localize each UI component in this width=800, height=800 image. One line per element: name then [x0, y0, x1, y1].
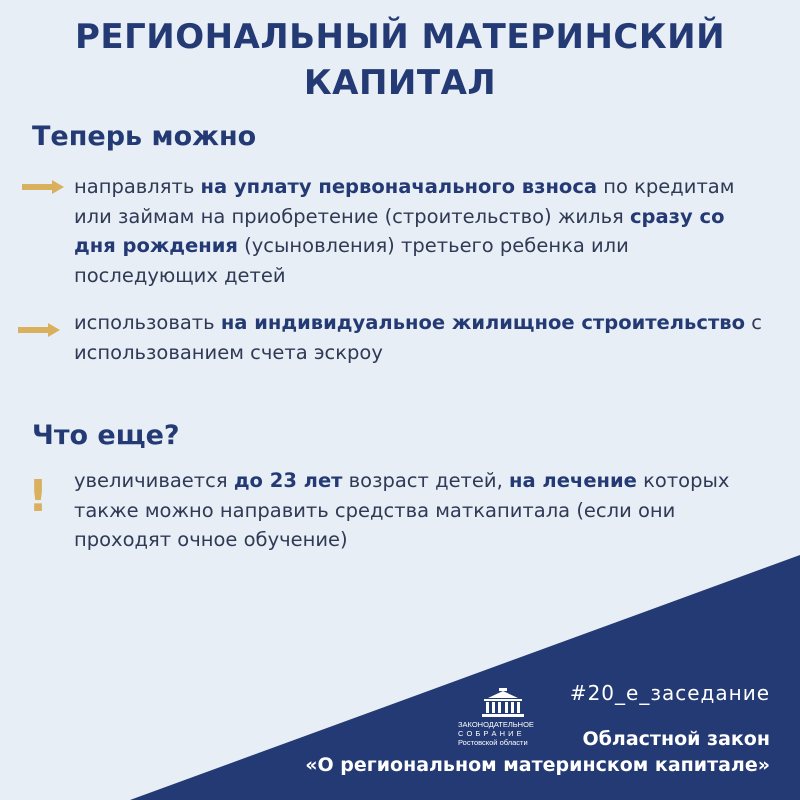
parliament-building-icon	[478, 688, 528, 718]
item-text: по кредитам или займам на приобретение (строительство) жилья	[74, 175, 735, 228]
title-line-2: КАПИТАЛ	[303, 63, 497, 103]
hashtag: #20_е_заседание	[569, 681, 770, 705]
law-label: Областной закон	[582, 728, 770, 750]
section-heading-now-possible: Теперь можно	[32, 121, 257, 152]
title-line-1: РЕГИОНАЛЬНЫЙ МАТЕРИНСКИЙ	[74, 17, 726, 57]
item-bold-text: до 23 лет	[233, 469, 343, 492]
item-text: использовать	[74, 311, 221, 334]
arrow-right-icon	[22, 180, 64, 194]
arrow-right-icon	[18, 323, 60, 337]
logo-line-1: ЗАКОНОДАТЕЛЬНОЕ	[458, 720, 534, 729]
list-item-housing-construction	[74, 308, 764, 367]
item-bold-text: на индивидуальное жилищное строительство	[220, 311, 745, 334]
page-title	[0, 14, 800, 106]
item-text: возраст детей,	[342, 469, 509, 492]
item-bold-text: на уплату первоначального взноса	[200, 175, 598, 198]
logo	[458, 688, 550, 747]
item-bold-text: сразу со дня рождения	[74, 204, 725, 257]
item-text: которых также можно направить средства маткапитала (если они проходят очное обучение)	[74, 469, 730, 551]
law-name: «О региональном материнском капитале»	[305, 754, 770, 776]
list-item-age-increase	[74, 466, 764, 555]
logo-line-2: С О Б Р А Н И Е	[458, 729, 523, 738]
item-text: направлять	[74, 175, 201, 198]
item-text: (усыновления) третьего ребенка или последующих детей	[74, 234, 629, 287]
exclamation-icon: !	[28, 471, 49, 522]
section-heading-what-else: Что еще?	[32, 420, 180, 451]
logo-line-3: Ростовской области	[458, 738, 528, 747]
list-item-down-payment	[74, 172, 764, 290]
item-text: с использованием счета эскроу	[74, 311, 762, 364]
item-bold-text: на лечение	[509, 469, 637, 492]
item-text: увеличивается	[74, 469, 234, 492]
